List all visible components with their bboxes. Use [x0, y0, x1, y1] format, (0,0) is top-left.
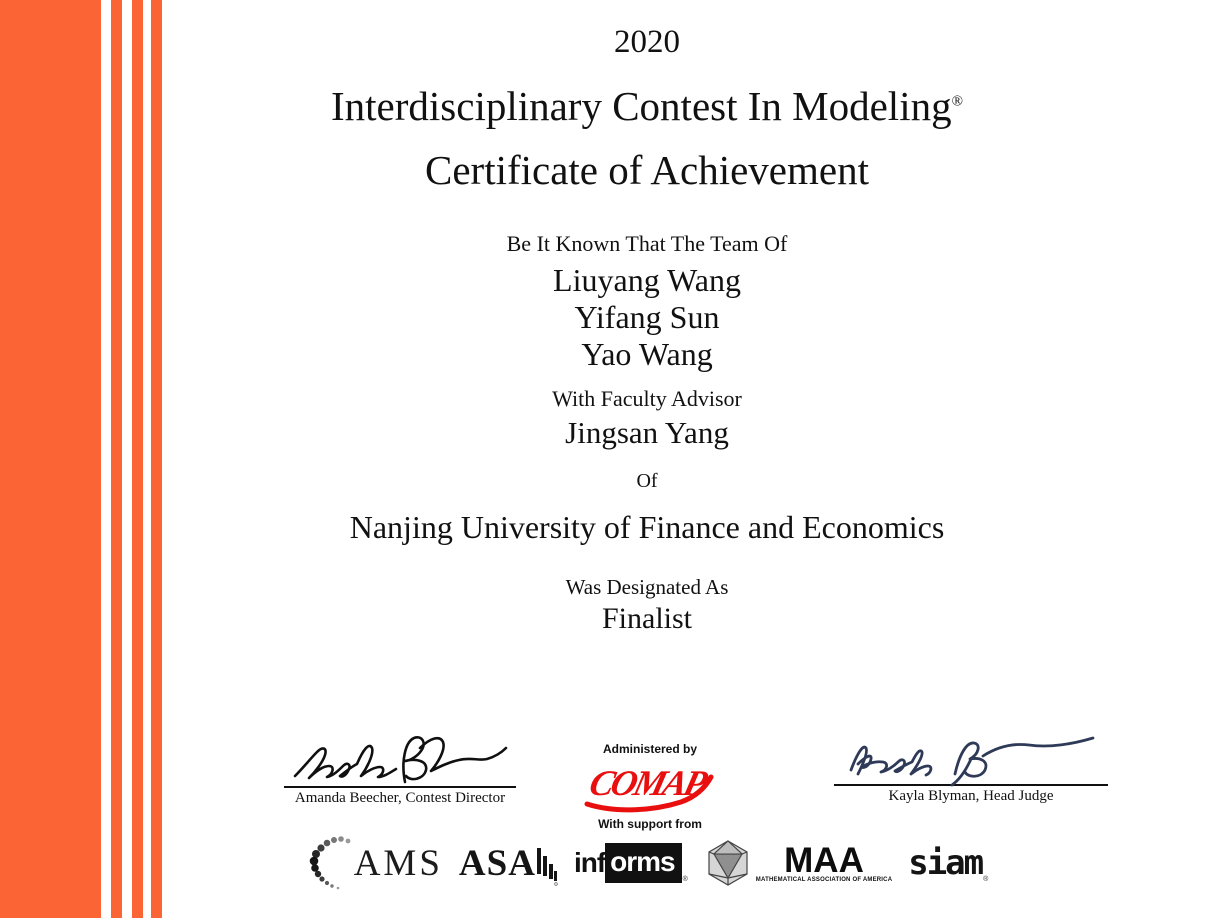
- signature-line: [284, 786, 516, 788]
- team-member-name: Yao Wang: [581, 336, 713, 372]
- comap-logo: [583, 757, 717, 813]
- contest-title-text: Interdisciplinary Contest In Modeling: [331, 83, 952, 129]
- advisor-name: Jingsan Yang: [565, 415, 729, 450]
- ams-logo: [306, 834, 443, 892]
- asa-logo: [459, 840, 558, 886]
- left-orange-band: [0, 0, 101, 918]
- comap-logo-text: COMAP: [585, 762, 709, 803]
- orange-stripe-3: [151, 0, 162, 918]
- informs-registered-mark: ®: [682, 876, 688, 883]
- head-judge-signature-block: [834, 728, 1108, 805]
- head-judge-name: Kayla Blyman, Head Judge: [888, 788, 1054, 804]
- asa-bars-icon: [536, 840, 558, 886]
- administered-by-label: Administered by: [602, 742, 698, 756]
- of-label: Of: [636, 470, 658, 492]
- maa-logo-text: MAA: [784, 840, 864, 880]
- advisor-intro-text: With Faculty Advisor: [552, 386, 742, 411]
- contest-director-name: Amanda Beecher, Contest Director: [294, 790, 506, 806]
- contest-title: [162, 82, 1132, 130]
- signature-line: [834, 784, 1108, 786]
- with-support-from-label: With support from: [598, 817, 702, 831]
- informs-logo: [574, 843, 688, 883]
- administration-column: [555, 742, 745, 831]
- designation-intro-text: Was Designated As: [565, 575, 729, 599]
- certificate-title: Certificate of Achievement: [425, 147, 869, 193]
- maa-logo: [704, 839, 892, 887]
- informs-logo-text-plain: inf: [573, 847, 606, 878]
- informs-logo-text-boxed: orms: [605, 843, 681, 883]
- orange-stripe-1: [111, 0, 122, 918]
- siam-registered-mark: ®: [983, 876, 989, 883]
- head-judge-signature-icon: [837, 728, 1105, 788]
- team-members-list: [162, 262, 1132, 373]
- ams-dots-arc-icon: [306, 834, 352, 892]
- institution-name: Nanjing University of Finance and Economics: [349, 509, 945, 545]
- orange-stripe-2: [132, 0, 143, 918]
- registered-trademark-mark: ®: [951, 93, 963, 110]
- year-heading: 2020: [614, 24, 680, 60]
- siam-logo-text: siam: [908, 843, 983, 883]
- siam-logo: [908, 843, 988, 883]
- maa-icosahedron-icon: [704, 839, 752, 887]
- contest-director-signature-icon: [287, 728, 513, 790]
- asa-logo-text: ASA: [458, 842, 536, 884]
- team-intro-text: Be It Known That The Team Of: [506, 231, 788, 256]
- team-member-name: Liuyang Wang: [553, 262, 741, 298]
- contest-director-signature-block: [284, 728, 516, 807]
- ams-logo-text: AMS: [353, 842, 443, 884]
- team-member-name: Yifang Sun: [574, 299, 720, 335]
- designation-value: Finalist: [601, 602, 692, 635]
- maa-text-column: [755, 840, 893, 883]
- maa-caption-text: MATHEMATICAL ASSOCIATION OF AMERICA: [755, 876, 893, 883]
- sponsor-logo-row: [162, 830, 1132, 896]
